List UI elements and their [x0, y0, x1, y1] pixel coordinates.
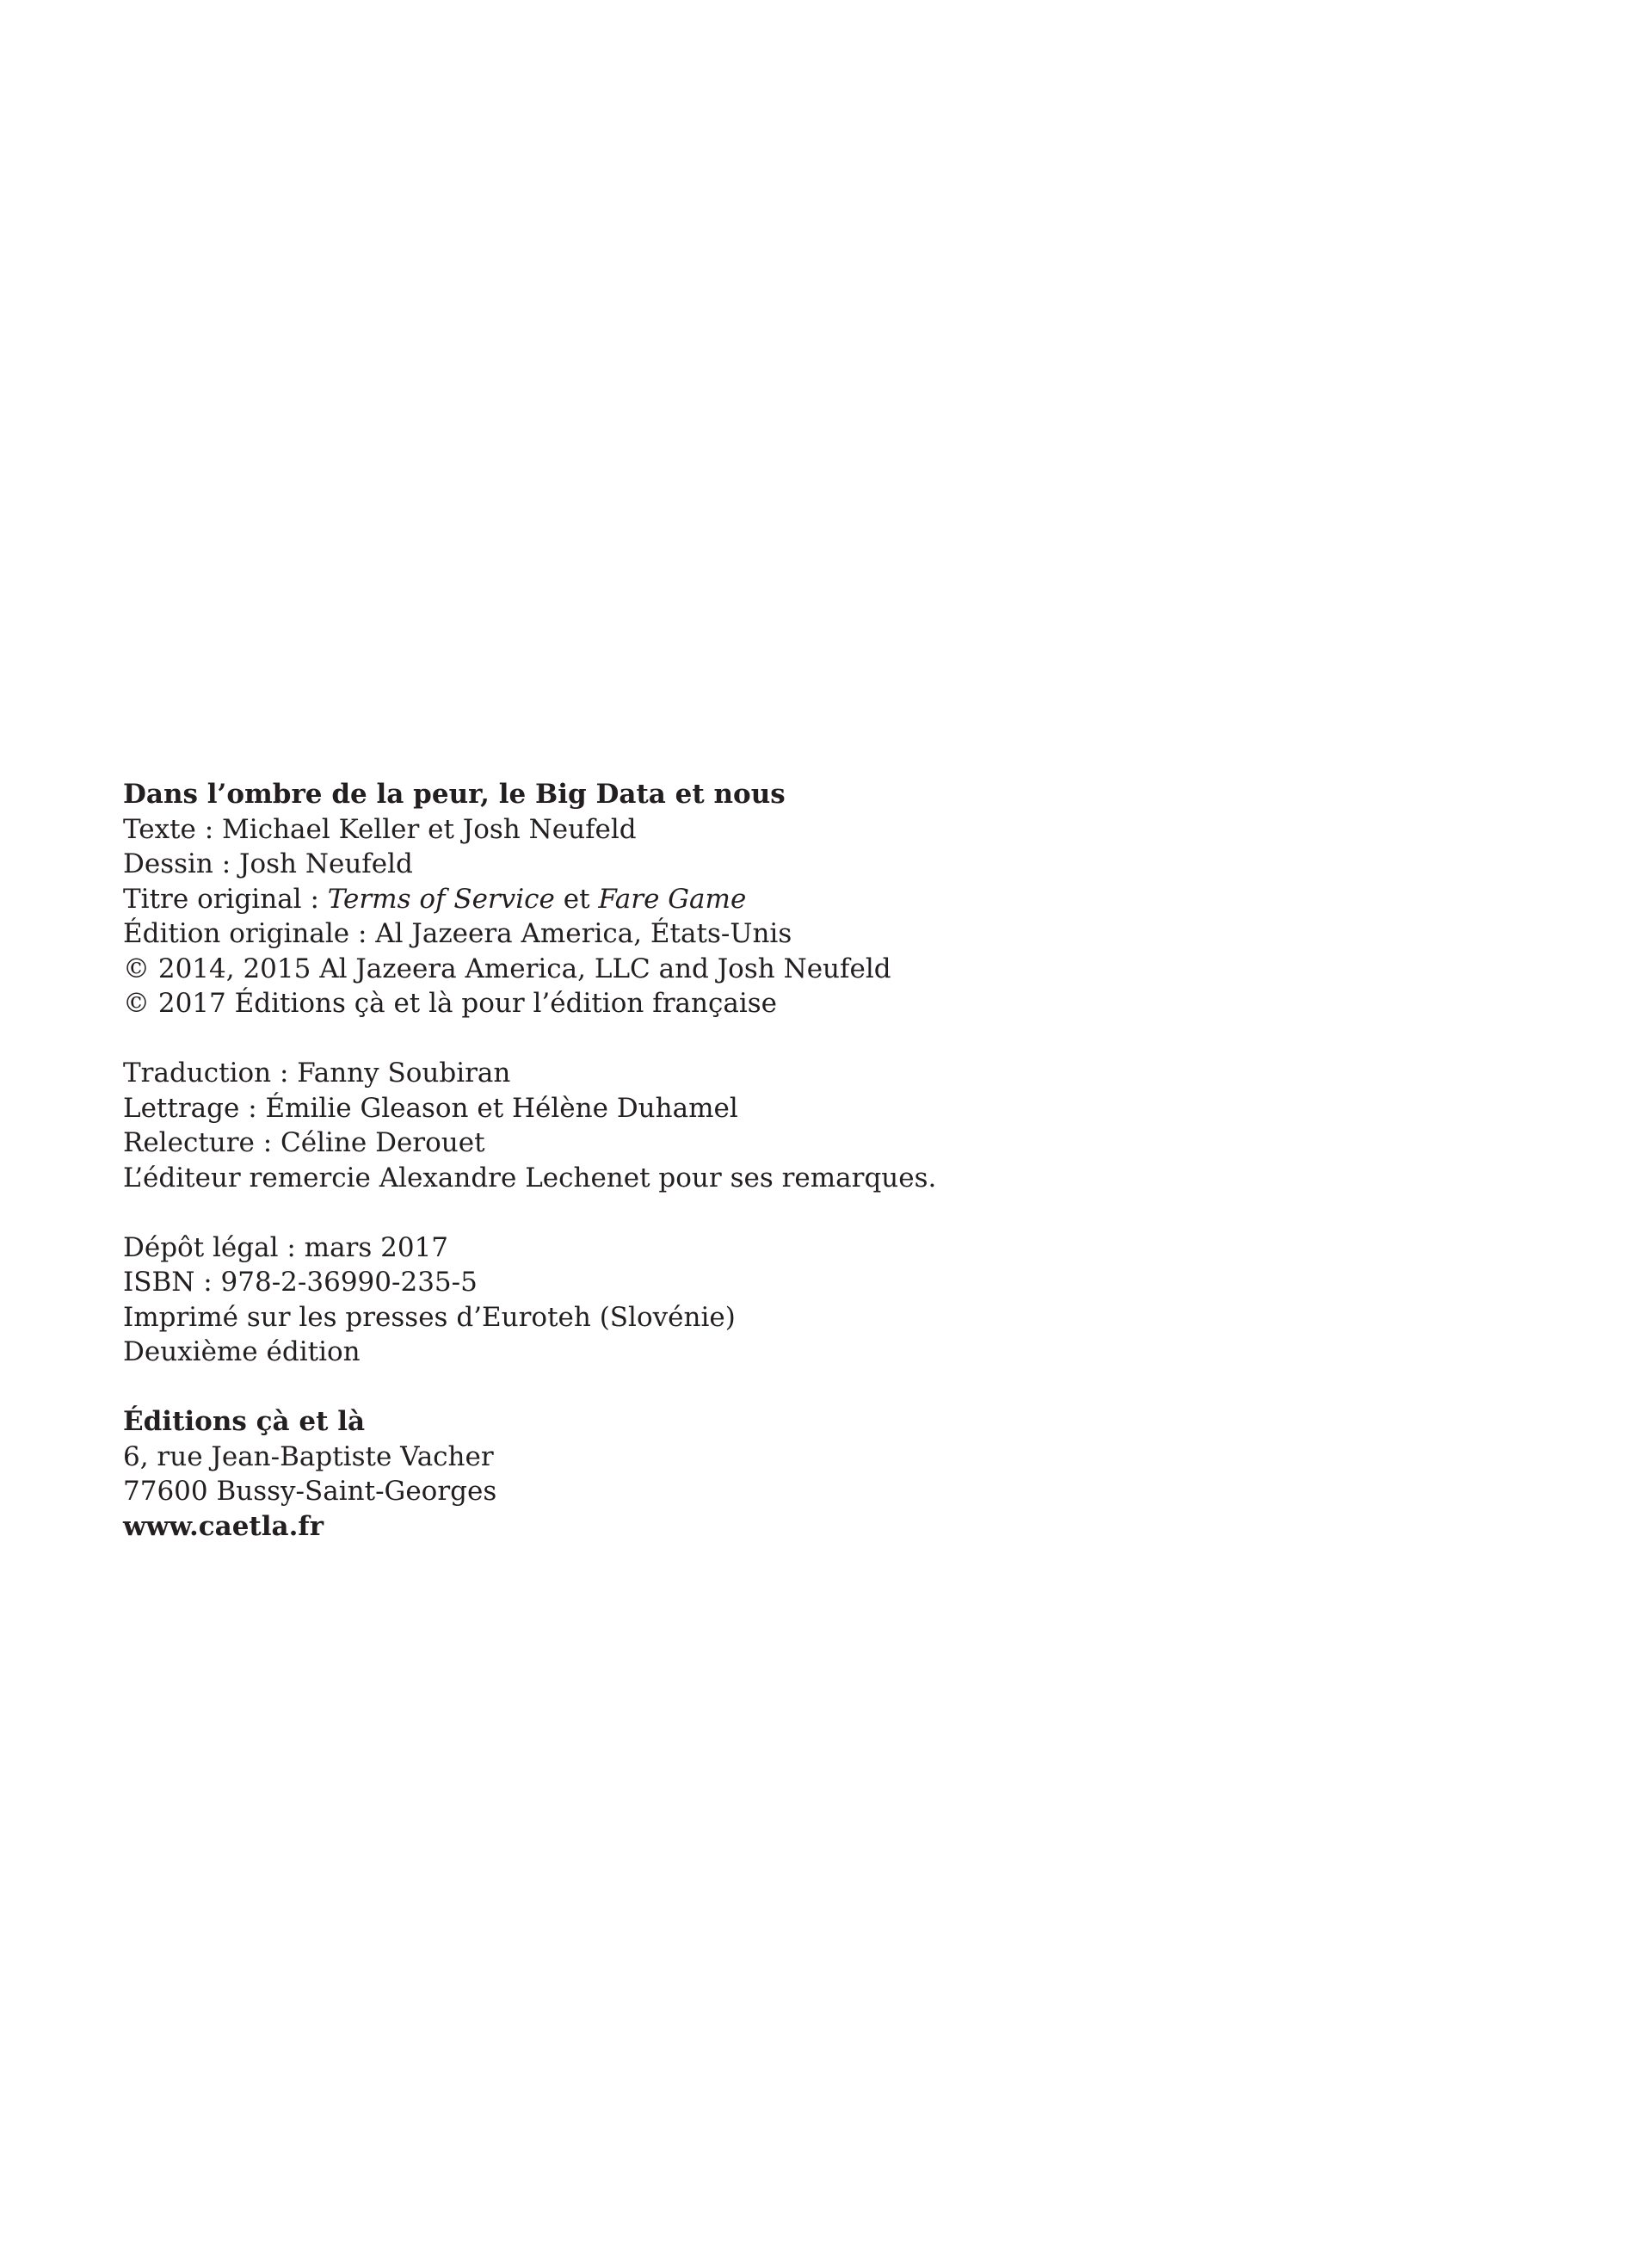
- original-title-2: Fare Game: [598, 883, 747, 915]
- publisher-city: 77600 Bussy-Saint-Georges: [123, 1476, 497, 1507]
- edition-number: Deuxième édition: [123, 1336, 361, 1367]
- translation-credit: Traduction : Fanny Soubiran: [123, 1058, 511, 1089]
- original-title-1: Terms of Service: [327, 883, 555, 915]
- publisher-street: 6, rue Jean-Baptiste Vacher: [123, 1440, 494, 1472]
- colophon: [123, 777, 1328, 1579]
- copyright-french: © 2017 Éditions çà et là pour l’édition française: [123, 988, 777, 1019]
- printer: Imprimé sur les presses d’Euroteh (Slovénie): [123, 1301, 736, 1333]
- lettering-credit: Lettrage : Émilie Gleason et Hélène Duhamel: [123, 1092, 738, 1124]
- credits-block: [123, 1056, 1328, 1195]
- publisher-name: Éditions çà et là: [123, 1406, 366, 1437]
- proofreading-credit: Relecture : Céline Derouet: [123, 1127, 485, 1158]
- original-title-joiner: et: [554, 883, 599, 915]
- book-title: Dans l’ombre de la peur, le Big Data et nous: [123, 779, 786, 810]
- legal-deposit: Dépôt légal : mars 2017: [123, 1231, 449, 1263]
- legal-block: [123, 1230, 1328, 1370]
- drawing-credit: Dessin : Josh Neufeld: [123, 848, 413, 879]
- thanks-note: L’éditeur remercie Alexandre Lechenet pour ses remarques.: [123, 1162, 937, 1193]
- copyright-original: © 2014, 2015 Al Jazeera America, LLC and Josh Neufeld: [123, 953, 891, 984]
- original-title-prefix: Titre original :: [123, 883, 328, 915]
- isbn: ISBN : 978-2-36990-235-5: [123, 1267, 478, 1298]
- publisher-block: [123, 1404, 1328, 1544]
- text-credit: Texte : Michael Keller et Josh Neufeld: [123, 813, 637, 845]
- original-edition: Édition originale : Al Jazeera America, États-Unis: [123, 918, 792, 949]
- publisher-website: www.caetla.fr: [123, 1510, 324, 1542]
- book-info-block: [123, 777, 1328, 1021]
- original-title: [123, 882, 1328, 917]
